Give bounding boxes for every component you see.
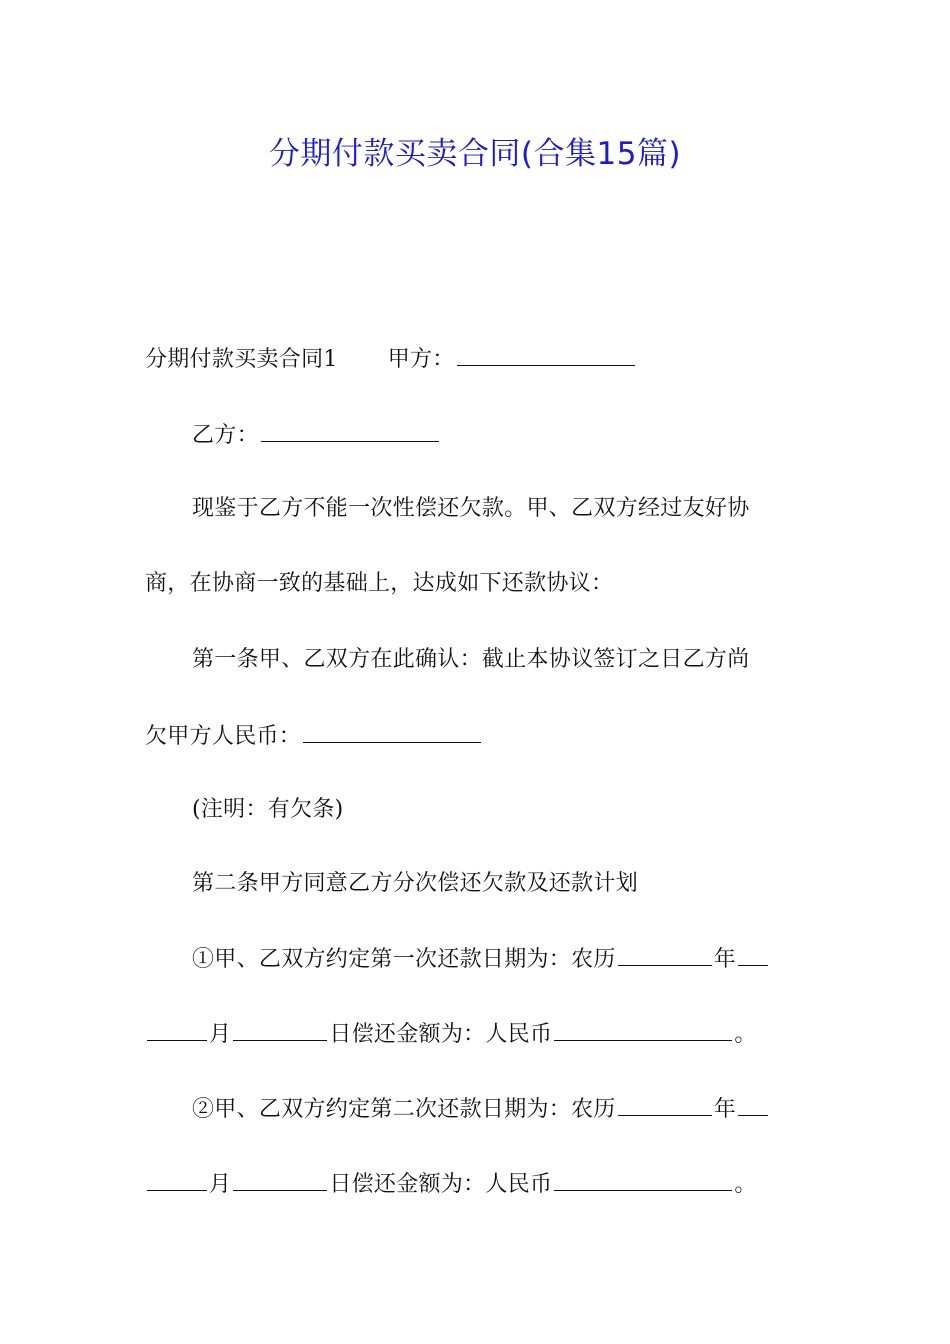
month-blank: [738, 1093, 768, 1116]
article-1-line: [145, 720, 483, 752]
repayment-2-label: ②甲、乙双方约定第二次还款日期为：农历: [192, 1097, 616, 1122]
heading-line: [145, 343, 637, 375]
month-label: 月: [209, 1172, 232, 1197]
party-a-blank: [457, 343, 635, 366]
repayment-1-label: ①甲、乙双方约定第一次还款日期为：农历: [192, 947, 616, 972]
day-blank: [233, 1168, 327, 1191]
party-b-label: 乙方：: [192, 423, 259, 448]
year-label: 年: [713, 947, 737, 972]
day-blank: [233, 1018, 327, 1041]
article-1-line: 第一条甲、乙双方在此确认：截止本协议签订之日乙方尚: [192, 647, 750, 672]
debt-label: 欠甲方人民币：: [145, 724, 302, 749]
end-mark: 。: [734, 1172, 757, 1197]
end-mark: 。: [734, 1022, 757, 1047]
party-b-blank: [261, 419, 439, 442]
amount-label: 日偿还金额为：人民币: [329, 1022, 553, 1047]
year-blank: [618, 943, 712, 966]
amount-blank: [554, 1018, 732, 1041]
month-blank: [738, 943, 768, 966]
article-2-line: 第二条甲方同意乙方分次偿还欠款及还款计划: [192, 871, 639, 896]
amount-label: 日偿还金额为：人民币: [329, 1172, 553, 1197]
note-line: (注明：有欠条): [192, 797, 344, 822]
party-b-line: [192, 419, 441, 451]
paragraph-line: 商，在协商一致的基础上，达成如下还款协议：: [145, 571, 614, 596]
repayment-2-line: [145, 1168, 757, 1200]
contract-heading: 分期付款买卖合同1: [145, 347, 338, 372]
month-blank: [147, 1018, 207, 1041]
month-label: 月: [209, 1022, 232, 1047]
repayment-2-line: [192, 1093, 770, 1125]
repayment-1-line: [192, 943, 770, 975]
debt-amount-blank: [303, 720, 481, 743]
party-a-label: 甲方：: [387, 347, 455, 372]
year-label: 年: [713, 1097, 737, 1122]
month-blank: [147, 1168, 207, 1191]
amount-blank: [554, 1168, 732, 1191]
paragraph-line: 现鉴于乙方不能一次性偿还欠款。甲、乙双方经过友好协: [192, 496, 750, 521]
document-title: 分期付款买卖合同(合集15篇): [268, 136, 682, 172]
year-blank: [618, 1093, 712, 1116]
repayment-1-line: [145, 1018, 757, 1050]
